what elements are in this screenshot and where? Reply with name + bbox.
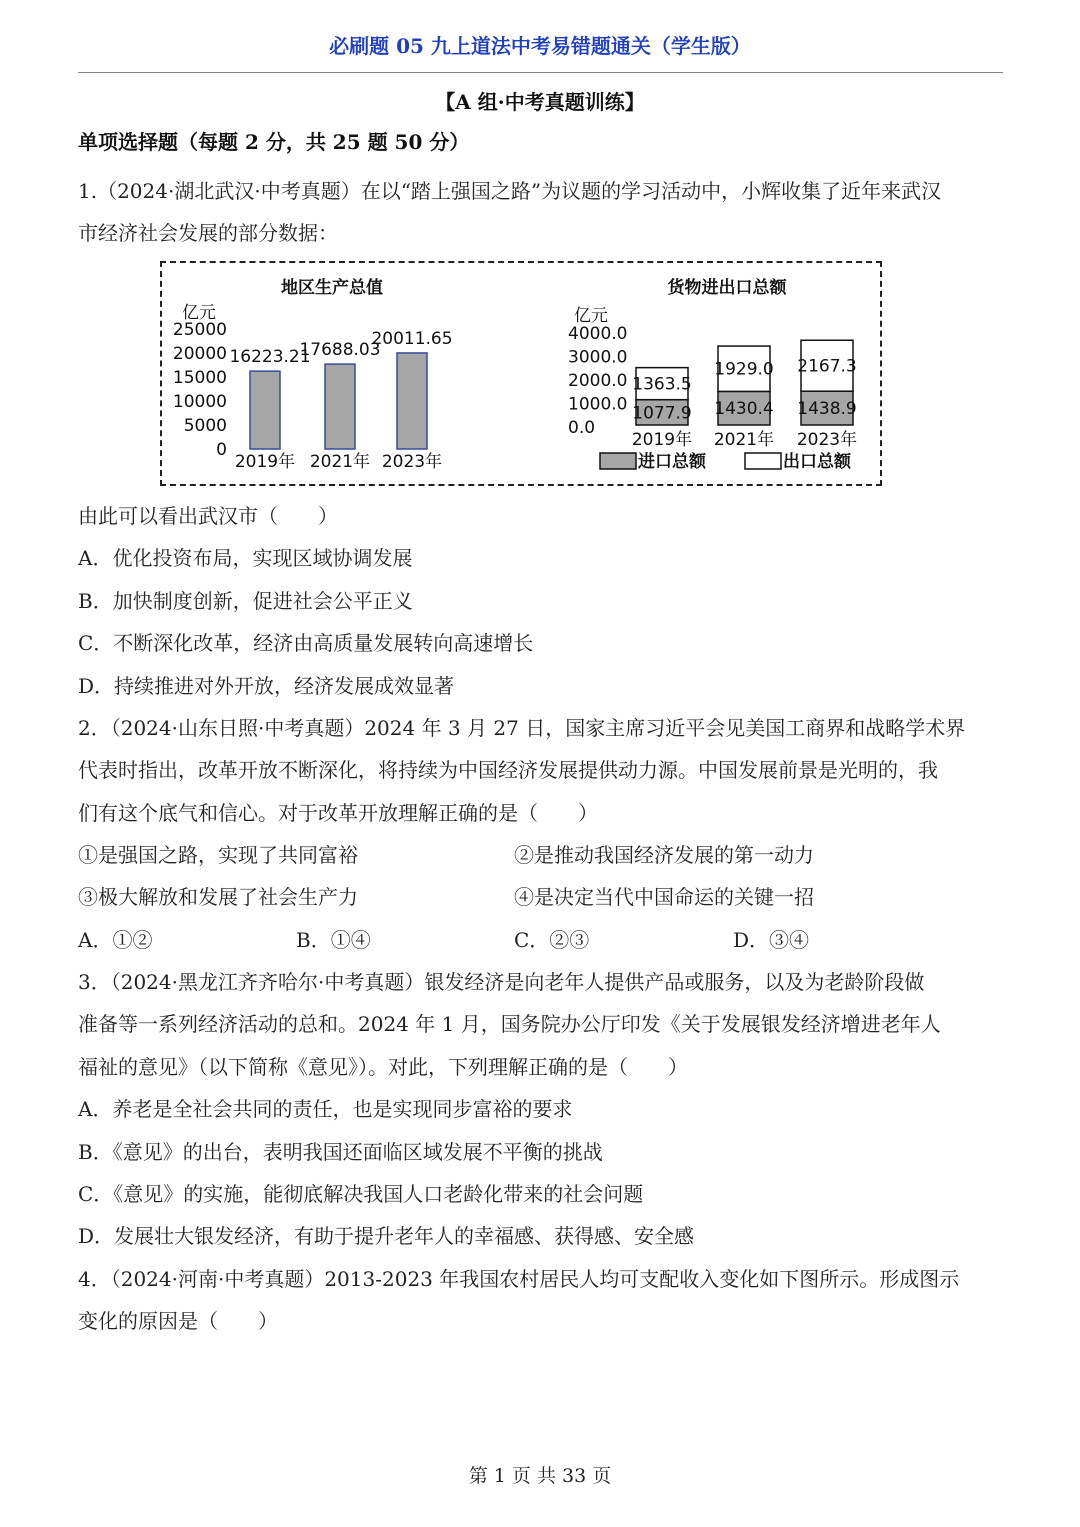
chart-2-legend-export-label: 出口总额 — [783, 452, 851, 472]
question-3-option-c[interactable]: C．《意见》的实施，能彻底解决我国人口老龄化带来的社会问题 — [78, 1182, 644, 1206]
chart-1-value-label: 16223.21 — [229, 347, 311, 368]
question-3-option-a[interactable]: A．养老是全社会共同的责任，也是实现同步富裕的要求 — [78, 1097, 573, 1121]
chart-1-y-tick: 15000 — [172, 368, 227, 388]
question-2-line-3: 们有这个底气和信心。对于改革开放理解正确的是（ ） — [78, 801, 598, 825]
chart-1-y-tick: 0 — [216, 440, 227, 460]
question-2-statement-3: ③极大解放和发展了社会生产力 — [78, 885, 358, 909]
chart-2-title: 货物进出口总额 — [667, 278, 787, 298]
chart-1-x-tick: 2021年 — [309, 452, 371, 472]
question-1-option-a[interactable]: A．优化投资布局，实现区域协调发展 — [78, 546, 413, 570]
chart-1-y-tick: 25000 — [172, 320, 227, 340]
question-1-option-c[interactable]: C．不断深化改革，经济由高质量发展转向高速增长 — [78, 631, 534, 655]
chart-2-y-tick: 0.0 — [568, 418, 596, 438]
chart-1-bar — [325, 364, 355, 449]
chart-2-y-tick: 4000.0 — [568, 324, 628, 344]
chart-1-value-label: 17688.03 — [299, 340, 381, 361]
question-2-option-b[interactable]: B．①④ — [296, 928, 371, 952]
page-number: 第 1 页 共 33 页 — [468, 1465, 612, 1487]
question-1-option-d[interactable]: D．持续推进对外开放，经济发展成效显著 — [78, 674, 455, 698]
question-3-option-b[interactable]: B．《意见》的出台，表明我国还面临区域发展不平衡的挑战 — [78, 1140, 603, 1164]
chart-1-y-tick: 20000 — [172, 344, 227, 364]
chart-2-x-tick: 2019年 — [631, 430, 693, 450]
chart-2-export-label: 1929.0 — [714, 359, 774, 380]
question-3-line-3: 福祉的意见》（以下简称《意见》）。对此，下列理解正确的是（ ） — [78, 1055, 688, 1079]
chart-2-x-tick: 2023年 — [796, 430, 858, 450]
question-3-line-1: 3．（2024·黑龙江齐齐哈尔·中考真题）银发经济是向老年人提供产品或服务，以及为老龄阶段做 — [78, 970, 925, 994]
chart-2-y-tick: 2000.0 — [568, 371, 628, 391]
document-header-title: 必刷题 05 九上道法中考易错题通关（学生版） — [329, 34, 751, 58]
chart-1-y-unit: 亿元 — [182, 303, 216, 323]
chart-1-bar — [397, 353, 427, 449]
chart-1-value-label: 20011.65 — [371, 328, 453, 349]
question-1-line-2: 市经济社会发展的部分数据： — [78, 221, 338, 245]
question-1-option-b[interactable]: B．加快制度创新，促进社会公平正义 — [78, 589, 413, 613]
question-2-statement-1: ①是强国之路，实现了共同富裕 — [78, 843, 358, 867]
chart-1-title: 地区生产总值 — [281, 278, 383, 298]
section-title: 单项选择题（每题 2 分，共 25 题 50 分） — [78, 130, 470, 154]
question-2-statement-4: ④是决定当代中国命运的关键一招 — [514, 885, 814, 909]
chart-2-export-label: 1363.5 — [632, 374, 692, 395]
question-2-option-a[interactable]: A．①② — [78, 928, 153, 952]
question-3-option-d[interactable]: D．发展壮大银发经济，有助于提升老年人的幸福感、获得感、安全感 — [78, 1224, 695, 1248]
question-2-option-d[interactable]: D．③④ — [733, 928, 810, 952]
chart-1-y-tick: 10000 — [172, 392, 227, 412]
question-2-line-2: 代表时指出，改革开放不断深化，将持续为中国经济发展提供动力源。中国发展前景是光明的，我 — [78, 758, 938, 782]
question-3-line-2: 准备等一系列经济活动的总和。2024 年 1 月，国务院办公厅印发《关于发展银发经济增进老年人 — [78, 1012, 941, 1036]
chart-2-import-label: 1430.4 — [714, 399, 774, 420]
chart-1-bar — [250, 371, 280, 449]
chart-2-export-label: 2167.3 — [797, 356, 857, 377]
question-4-line-1: 4．（2024·河南·中考真题）2013-2023 年我国农村居民人均可支配收入变化如下图所示。形成图示 — [78, 1267, 960, 1291]
header-divider — [78, 72, 1003, 73]
chart-2-y-unit: 亿元 — [574, 306, 608, 326]
question-2-statement-2: ②是推动我国经济发展的第一动力 — [514, 843, 814, 867]
chart-2-y-tick: 3000.0 — [568, 347, 628, 368]
chart-1-x-tick: 2023年 — [381, 452, 443, 472]
chart-1-x-tick: 2019年 — [234, 452, 296, 472]
question-2-option-c[interactable]: C．②③ — [514, 928, 590, 952]
chart-2-legend-import-swatch — [600, 453, 636, 469]
chart-2-legend-import-label: 进口总额 — [638, 452, 706, 472]
group-title: 【A 组·中考真题训练】 — [435, 90, 645, 114]
charts-svg — [162, 263, 880, 484]
chart-1-y-tick: 5000 — [183, 416, 227, 436]
question-4-line-2: 变化的原因是（ ） — [78, 1309, 278, 1333]
chart-2-y-tick: 1000.0 — [568, 394, 628, 415]
question-1-line-1: 1.（2024·湖北武汉·中考真题）在以“踏上强国之路”为议题的学习活动中，小辉收集了近年来武汉 — [78, 179, 942, 203]
chart-2-import-label: 1438.9 — [797, 399, 857, 420]
chart-figure — [160, 261, 882, 486]
question-1-stem-end: 由此可以看出武汉市（ ） — [78, 504, 338, 528]
question-2-line-1: 2．（2024·山东日照·中考真题）2024 年 3 月 27 日，国家主席习近平会见美国工商界和战略学术界 — [78, 716, 966, 740]
chart-2-legend-export-swatch — [745, 453, 781, 469]
chart-2-x-tick: 2021年 — [713, 430, 775, 450]
chart-2-import-label: 1077.9 — [632, 403, 692, 424]
